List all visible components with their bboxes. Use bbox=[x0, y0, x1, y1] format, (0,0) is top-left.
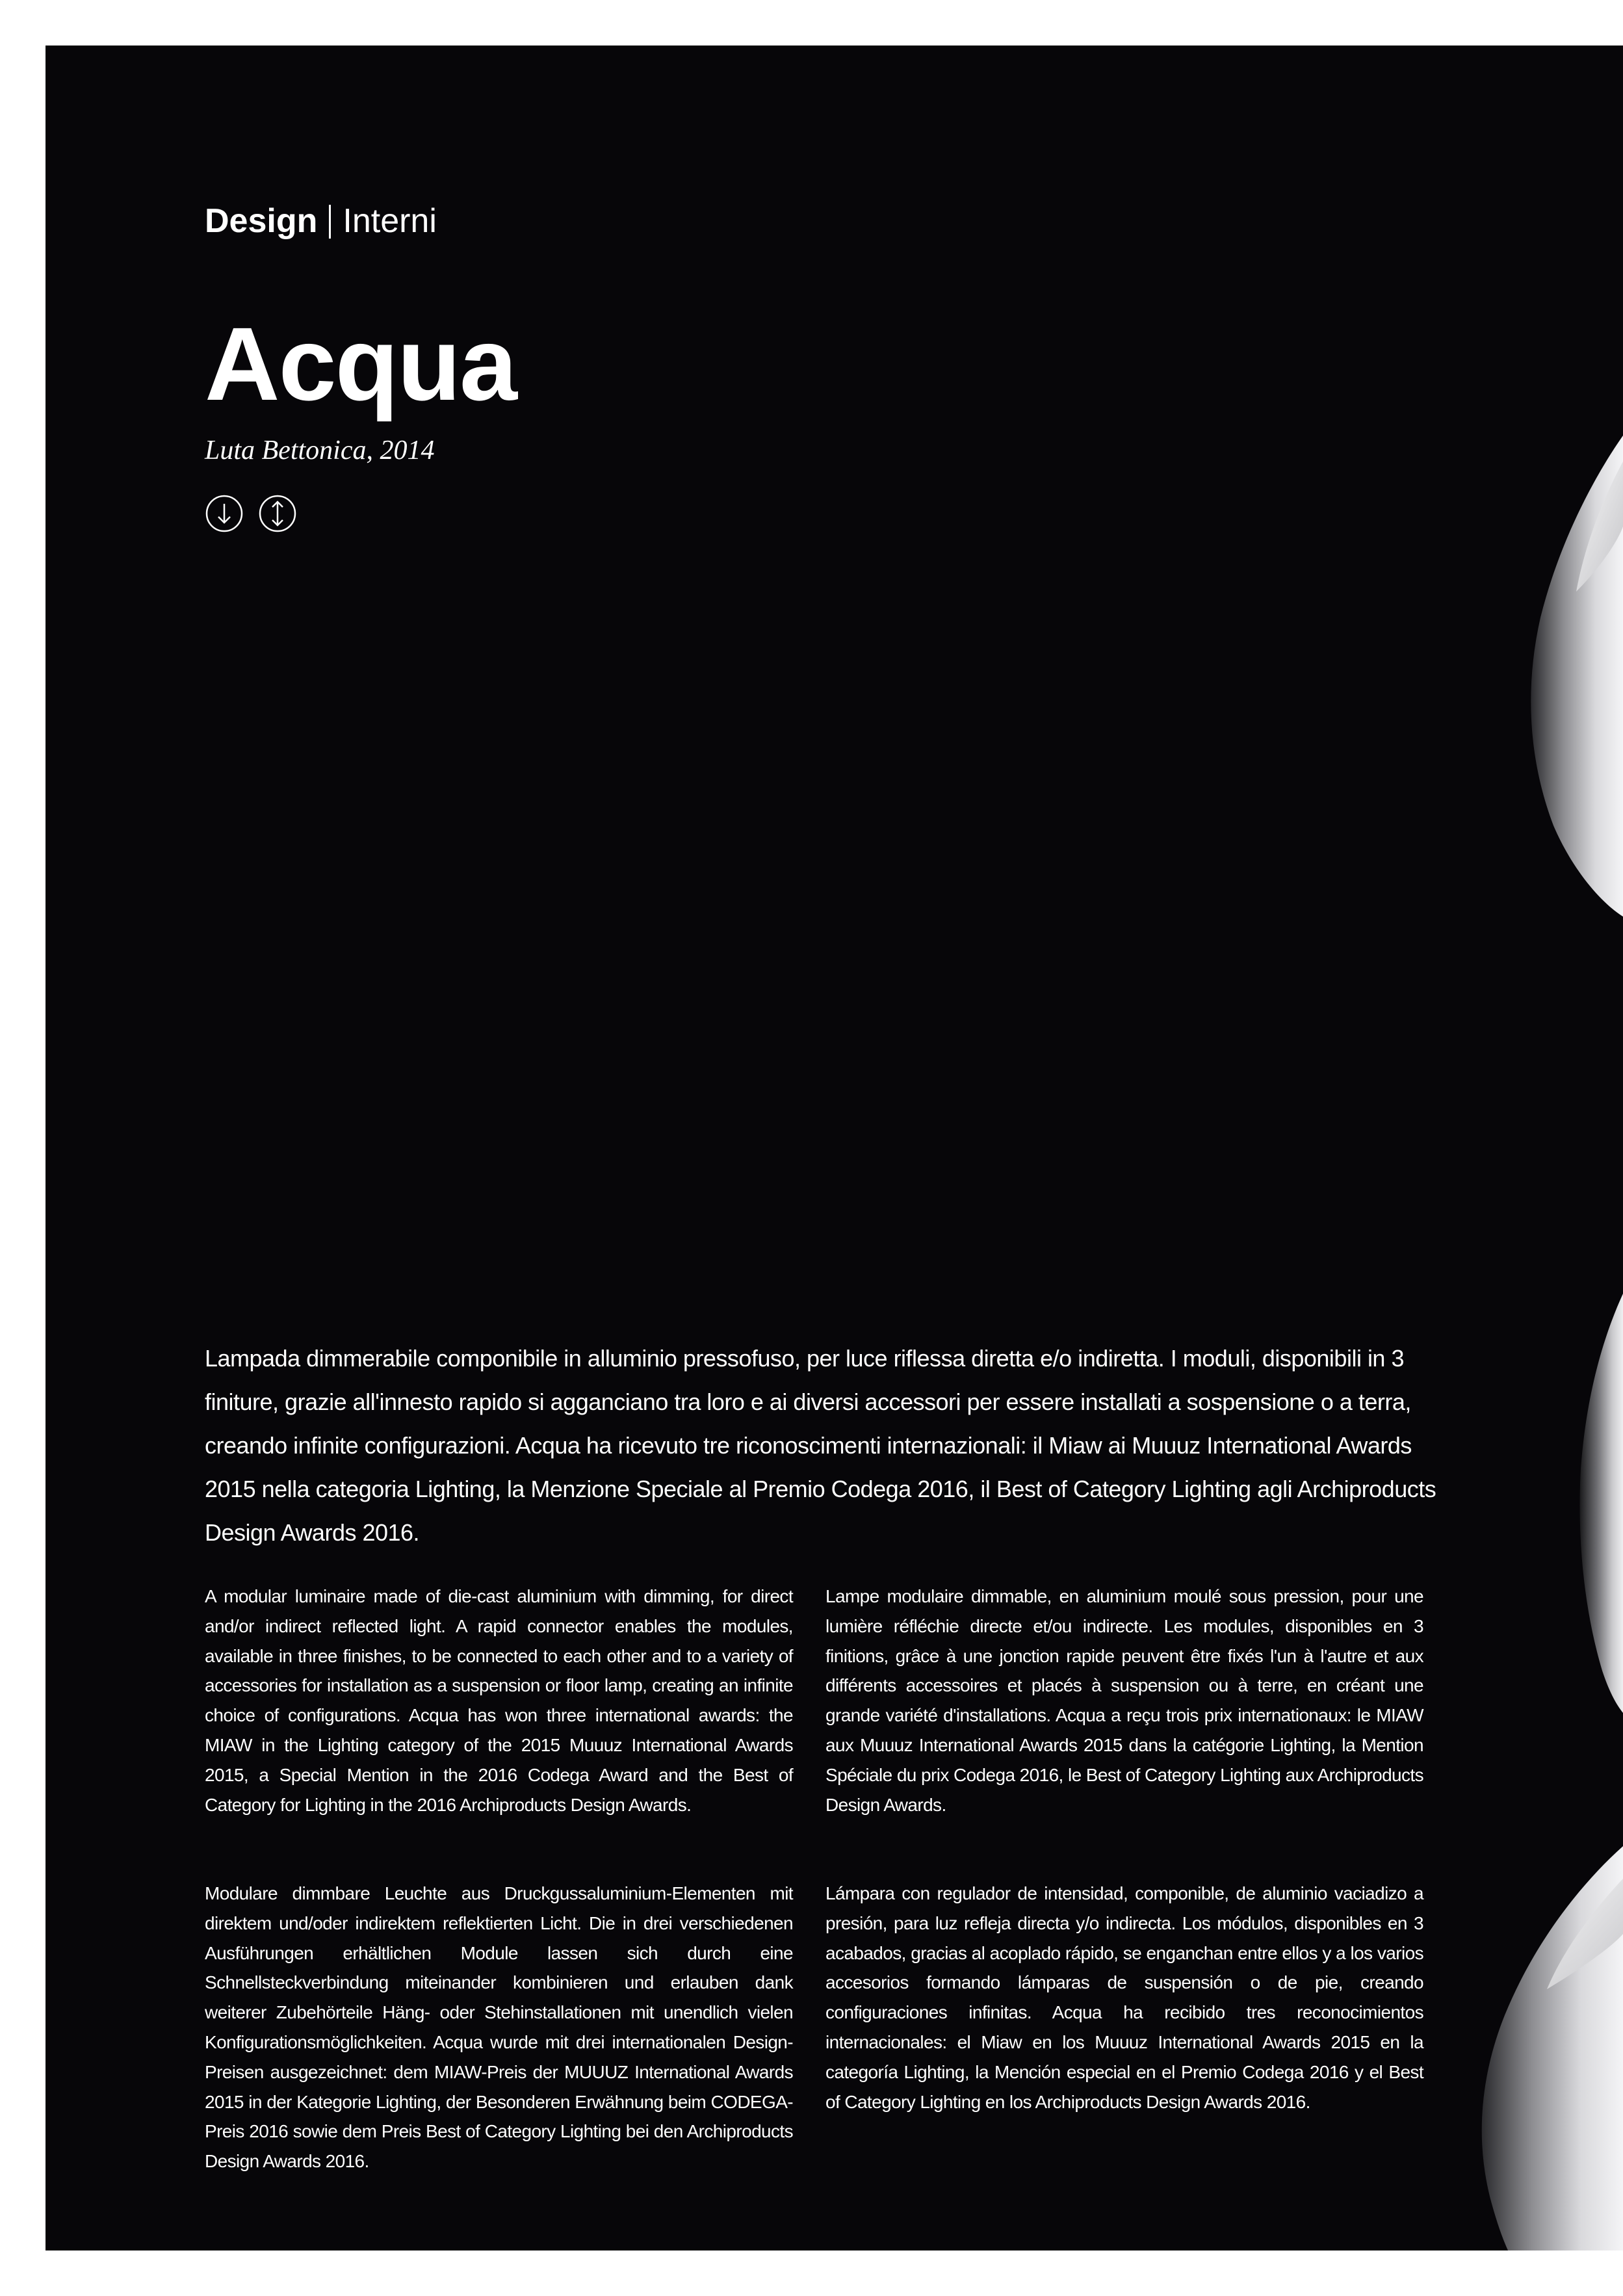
category-label: Design bbox=[205, 202, 318, 240]
product-designer: Luta Bettonica, 2014 bbox=[205, 436, 435, 465]
header bbox=[205, 200, 437, 242]
downlight-icon bbox=[205, 494, 244, 533]
light-type-icons bbox=[205, 494, 297, 533]
up-down-light-icon bbox=[258, 494, 297, 533]
catalog-page bbox=[45, 46, 1623, 2250]
category-divider bbox=[329, 205, 331, 239]
description-french: Lampe modulaire dimmable, en aluminium moulé sous pression, pour une lumière réfléchie directe et/ou indirecte. Les modules, disponibles en 3 finitions, grâce à une jonction rapide peuvent être fixés l'un à l'autre et aux différents accessoires et placés à suspension ou à terre, en créant une grande variété d'installations. Acqua a reçu trois prix internationaux: le MIAW aux Muuuz International Awards 2015 dans la catégorie Lighting, la Mention Spéciale du prix Codega 2016, le Best of Category Lighting aux Archiproducts Design Awards. bbox=[825, 1586, 1423, 1815]
product-title: Acqua bbox=[205, 306, 516, 422]
subcategory-label: Interni bbox=[343, 202, 437, 240]
description-spanish: Lámpara con regulador de intensidad, componible, de aluminio vaciadizo a presión, para luz refleja directa y/o indirecta. Los módulos, disponibles en 3 acabados, gracias al acoplado rápido, se enganchan entre ellos y a los varios accesorios formando lámparas de suspensión o de pie, creando configuraciones infinitas. Acqua ha recibido tres reconocimientos internacionales: el Miaw en los Muuuz International Awards 2015 en la categoría Lighting, la Mención especial en el Premio Codega 2016 y el Best of Category Lighting en los Archiproducts Design Awards 2016. bbox=[825, 1883, 1423, 2112]
lamp-module-middle bbox=[1579, 1294, 1623, 1713]
description-german: Modulare dimmbare Leuchte aus Druckgussaluminium-Elementen mit direktem und/oder indirektem reflektierten Licht. Die in drei verschiedenen Ausführungen erhältlichen Module lassen sich durch eine Schnellsteckverbindung miteinander kombinieren und erlauben dank weiterer Zubehörteile Häng- oder Stehinstallationen mit unendlich vielen Konfigurationsmöglichkeiten. Acqua wurde mit drei internationalen Design-Preisen ausgezeichnet: dem MIAW-Preis der MUUUZ International Awards 2015 in der Kategorie Lighting, der Besonderen Erwähnung beim CODEGA-Preis 2016 sowie dem Preis Best of Category Lighting bei den Archiproducts Design Awards 2016. bbox=[205, 1883, 793, 2172]
category-line bbox=[205, 200, 437, 242]
description-english: A modular luminaire made of die-cast aluminium with dimming, for direct and/or indirect reflected light. A rapid connector enables the modules, available in three finishes, to be connected to each other and to a variety of accessories for installation as a suspension or floor lamp, creating an infinite choice of configurations. Acqua has won three international awards: the MIAW in the Lighting category of the 2015 Muuuz International Awards 2015, a Special Mention in the 2016 Codega Award and the Best of Category for Lighting in the 2016 Archiproducts Design Awards. bbox=[205, 1586, 793, 1815]
description-italian: Lampada dimmerabile componibile in alluminio pressofuso, per luce riflessa diretta e/o indiretta. I moduli, disponibili in 3 finiture, grazie all'innesto rapido si agganciano tra loro e ai diversi accessori per essere installati a sospensione o a terra, creando infinite configurazioni. Acqua ha ricevuto tre riconoscimenti internazionali: il Miaw ai Muuuz International Awards 2015 nella categoria Lighting, la Menzione Speciale al Premio Codega 2016, il Best of Category Lighting agli Archiproducts Design Awards 2016. bbox=[205, 1345, 1436, 1546]
